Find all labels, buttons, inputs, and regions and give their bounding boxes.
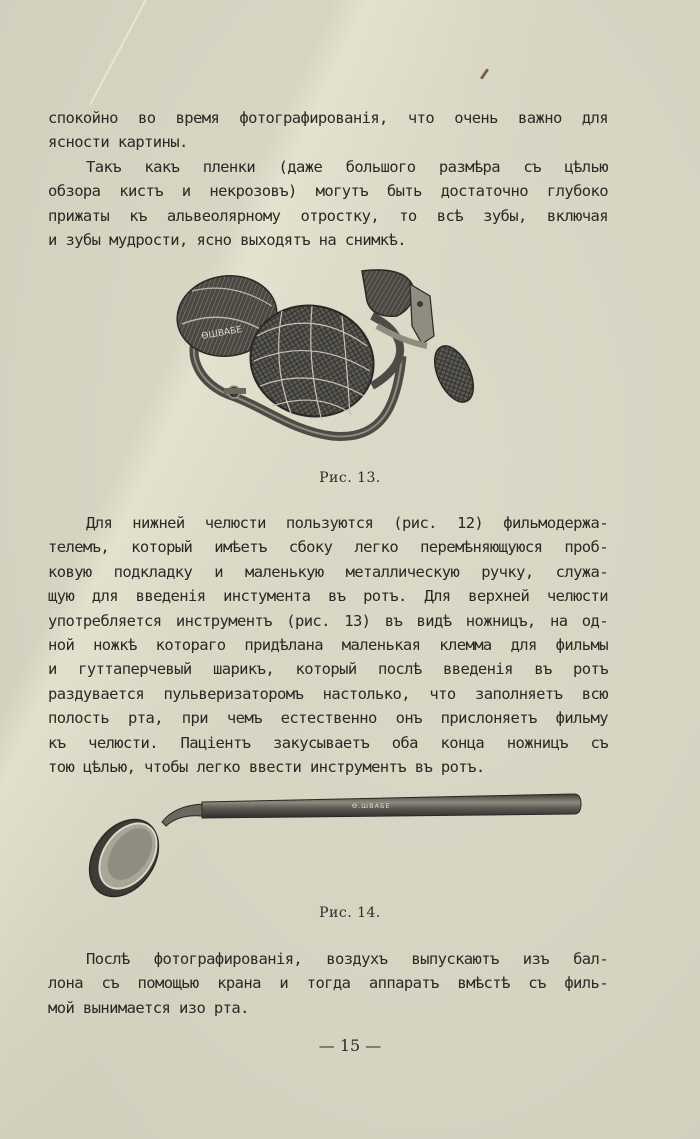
text-line: телемъ, который имѣетъ сбоку легко перемѣняющуюся проб- (48, 538, 608, 557)
paragraph-films (48, 155, 608, 253)
lever-pivot (417, 301, 423, 307)
text-line: и гуттаперчевый шарикъ, который послѣ введенія въ ротъ (48, 660, 608, 679)
text-line: ной ножкѣ котораго придѣлана маленькая клемма для фильмы (48, 636, 608, 655)
text-line: Для нижней челюсти пользуются (рис. 12) фильмодержа- (86, 514, 608, 532)
text-line: ясности картины. (48, 133, 188, 152)
paragraph-instruments (48, 511, 608, 779)
text-line: раздувается пульверизаторомъ настолько, что заполняетъ всю (48, 684, 608, 703)
text-line: прижаты къ альвеолярному отростку, то всѣ зубы, включая (48, 206, 608, 225)
clamp-lever (410, 284, 434, 344)
film-clamp-plate (362, 270, 413, 316)
bulb-maker-label: ӨШВАБЕ (200, 325, 243, 342)
text-line: спокойно во время фотографированія, что очень важно для (48, 109, 608, 127)
figure-14-illustration (84, 790, 584, 900)
figure-13-caption: Рис. 13. (319, 470, 381, 486)
paragraph-after-photo (48, 947, 608, 1020)
paragraph-continuation (48, 106, 608, 155)
figure-14-caption: Рис. 14. (319, 905, 381, 921)
text-line: Такъ какъ пленки (даже большого размѣра съ цѣлью (86, 158, 608, 176)
grip-pad (427, 340, 481, 408)
text-line: лона съ помощью крана и тогда аппаратъ вмѣстѣ съ филь- (48, 974, 608, 993)
text-line: щую для введенія инстумента въ ротъ. Для верхней челюсти (48, 587, 608, 606)
text-line: и зубы мудрости, ясно выходятъ на снимкѣ. (48, 231, 407, 250)
text-line: мой вынимается изо рта. (48, 998, 249, 1017)
page-number: — 15 — (318, 1036, 382, 1055)
text-line: обзора кистъ и некрозовъ) могутъ быть достаточно глубоко (48, 182, 608, 201)
handle-maker-label: Ө.ШВАБЕ (352, 802, 391, 810)
instrument-handle (202, 794, 581, 818)
valve-body (224, 388, 246, 394)
text-line: употребляется инструментъ (рис. 13) въ видѣ ножницъ, на од- (48, 611, 608, 630)
ink-speck (480, 68, 489, 80)
text-line: полость рта, при чемъ естественно онъ прислоняетъ фильму (48, 709, 608, 728)
text-line: тою цѣлью, чтобы легко ввести инструментъ въ ротъ. (48, 758, 485, 777)
text-line: къ челюсти. Паціентъ закусываетъ оба конца ножницъ съ (48, 733, 608, 752)
paper-fold-mark (89, 0, 152, 106)
text-line: Послѣ фотографированія, воздухъ выпускаютъ изъ бал- (86, 950, 608, 968)
text-line: ковую подкладку и маленькую металлическую ручку, служа- (48, 562, 608, 581)
figure-13-illustration (172, 266, 482, 456)
instrument-neck (162, 804, 202, 826)
